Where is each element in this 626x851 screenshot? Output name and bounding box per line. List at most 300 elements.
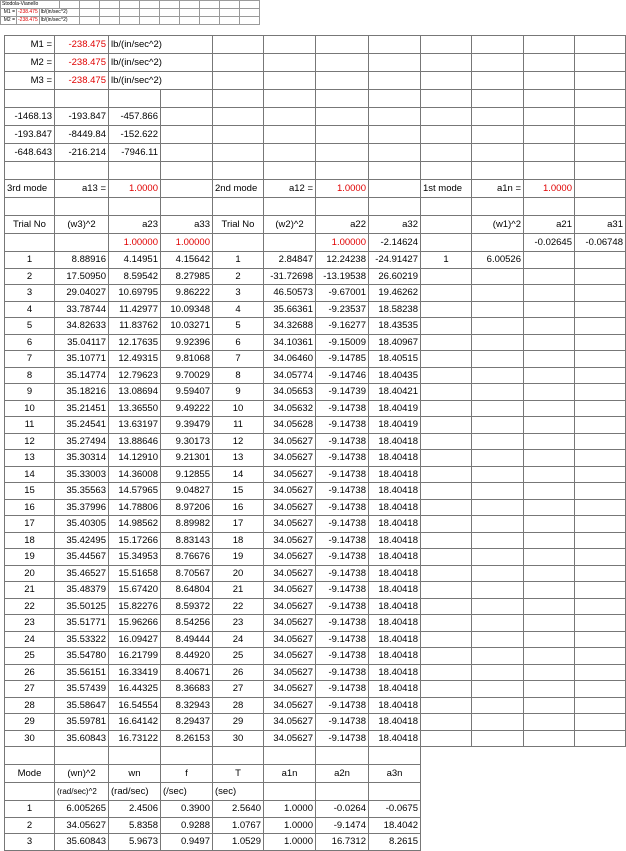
table-cell[interactable]: 9.49222 (161, 400, 213, 417)
table-cell[interactable]: 34.05627 (264, 483, 316, 500)
table-cell[interactable]: 34.82633 (55, 318, 109, 335)
table-cell[interactable]: 34.05627 (264, 631, 316, 648)
empty-cell[interactable] (524, 318, 575, 335)
table-cell[interactable]: 18.40421 (369, 384, 421, 401)
empty-cell[interactable] (421, 631, 472, 648)
table-cell[interactable]: 18.40418 (369, 565, 421, 582)
empty-cell[interactable] (472, 615, 524, 632)
table-cell[interactable]: 2.84847 (264, 252, 316, 269)
table-cell[interactable]: -9.14738 (316, 714, 369, 731)
table-cell[interactable]: 27 (213, 681, 264, 698)
col-header[interactable]: a22 (316, 216, 369, 234)
table-cell[interactable]: 14 (5, 466, 55, 483)
table-cell[interactable]: 30 (5, 730, 55, 747)
table-cell[interactable]: 12.79623 (109, 367, 161, 384)
table-cell[interactable]: 9 (213, 384, 264, 401)
table-cell[interactable]: 35.37996 (55, 499, 109, 516)
empty-cell[interactable] (421, 417, 472, 434)
matrix-cell[interactable]: -648.643 (5, 144, 55, 162)
table-cell[interactable]: -9.67001 (316, 285, 369, 302)
table-cell[interactable]: 8.83143 (161, 532, 213, 549)
summary-unit[interactable]: (rad/sec) (109, 783, 161, 801)
empty-cell[interactable] (575, 318, 626, 335)
summary-header[interactable]: wn (109, 765, 161, 783)
table-cell[interactable]: -9.14738 (316, 582, 369, 599)
table-cell[interactable]: 12 (213, 433, 264, 450)
empty-cell[interactable] (524, 631, 575, 648)
table-cell[interactable]: 26 (5, 664, 55, 681)
table-cell[interactable]: -9.14738 (316, 615, 369, 632)
col-header[interactable]: a21 (524, 216, 575, 234)
table-cell[interactable]: -9.14738 (316, 730, 369, 747)
table-cell[interactable]: 8.36683 (161, 681, 213, 698)
mode2-a-label[interactable]: a12 = (264, 180, 316, 198)
table-cell[interactable]: 15.67420 (109, 582, 161, 599)
table-cell[interactable]: -9.14739 (316, 384, 369, 401)
empty-cell[interactable] (472, 730, 524, 747)
table-cell[interactable]: 34.05774 (264, 367, 316, 384)
empty-cell[interactable] (472, 549, 524, 566)
table-cell[interactable]: 20 (5, 565, 55, 582)
table-cell[interactable]: 35.42495 (55, 532, 109, 549)
table-cell[interactable]: 2 (213, 268, 264, 285)
table-cell[interactable]: 35.54780 (55, 648, 109, 665)
table-cell[interactable]: 8.97206 (161, 499, 213, 516)
matrix-cell[interactable]: -193.847 (55, 108, 109, 126)
empty-cell[interactable] (524, 285, 575, 302)
col-header[interactable]: (w1)^2 (472, 216, 524, 234)
table-cell[interactable]: 9.81068 (161, 351, 213, 368)
table-cell[interactable]: 8.76676 (161, 549, 213, 566)
table-cell[interactable]: 11 (5, 417, 55, 434)
summary-cell[interactable]: 6.005265 (55, 801, 109, 818)
empty-cell[interactable] (524, 252, 575, 269)
empty-cell[interactable] (421, 648, 472, 665)
table-cell[interactable]: -9.14738 (316, 433, 369, 450)
table-cell[interactable]: 13 (5, 450, 55, 467)
table-cell[interactable]: 13.88646 (109, 433, 161, 450)
table-cell[interactable]: 33.78744 (55, 301, 109, 318)
table-cell[interactable]: 13 (213, 450, 264, 467)
table-cell[interactable]: 12.17635 (109, 334, 161, 351)
table-cell[interactable]: 8.54256 (161, 615, 213, 632)
table-cell[interactable]: 18.40418 (369, 582, 421, 599)
table-cell[interactable]: 18.40418 (369, 450, 421, 467)
table-cell[interactable]: 8.64804 (161, 582, 213, 599)
table-cell[interactable]: 7 (213, 351, 264, 368)
summary-header[interactable]: (wn)^2 (55, 765, 109, 783)
empty-cell[interactable] (421, 450, 472, 467)
table-cell[interactable]: 8.44920 (161, 648, 213, 665)
empty-cell[interactable] (524, 532, 575, 549)
matrix-cell[interactable]: -216.214 (55, 144, 109, 162)
table-cell[interactable]: 35.56151 (55, 664, 109, 681)
table-cell[interactable]: -31.72698 (264, 268, 316, 285)
empty-cell[interactable] (472, 301, 524, 318)
empty-cell[interactable] (575, 549, 626, 566)
empty-cell[interactable] (421, 301, 472, 318)
summary-cell[interactable]: 5.9673 (109, 834, 161, 851)
summary-cell[interactable]: 0.3900 (161, 801, 213, 818)
empty-cell[interactable] (575, 483, 626, 500)
summary-cell[interactable]: 1.0767 (213, 817, 264, 834)
empty-cell[interactable] (524, 301, 575, 318)
col-header[interactable]: a32 (369, 216, 421, 234)
empty-cell[interactable] (421, 516, 472, 533)
table-cell[interactable]: 15 (213, 483, 264, 500)
table-cell[interactable]: 34.05627 (264, 499, 316, 516)
empty-cell[interactable] (421, 499, 472, 516)
table-cell[interactable]: 11.83762 (109, 318, 161, 335)
table-cell[interactable]: -9.14738 (316, 631, 369, 648)
table-cell[interactable]: 26.60219 (369, 268, 421, 285)
table-cell[interactable]: -24.91427 (369, 252, 421, 269)
table-cell[interactable]: 11.42977 (109, 301, 161, 318)
table-cell[interactable]: 4.14951 (109, 252, 161, 269)
table-cell[interactable]: 18.40418 (369, 483, 421, 500)
summary-cell[interactable]: 35.60843 (55, 834, 109, 851)
table-cell[interactable]: 18 (213, 532, 264, 549)
table-cell[interactable]: 18.40418 (369, 466, 421, 483)
empty-cell[interactable] (421, 433, 472, 450)
table-cell[interactable]: 8.59542 (109, 268, 161, 285)
table-cell[interactable]: 34.05627 (264, 730, 316, 747)
table-cell[interactable]: 34.05627 (264, 714, 316, 731)
table-cell[interactable]: 18.40435 (369, 367, 421, 384)
table-cell[interactable]: -9.23537 (316, 301, 369, 318)
empty-cell[interactable] (472, 565, 524, 582)
summary-cell[interactable]: 1.0000 (264, 834, 316, 851)
empty-cell[interactable] (575, 301, 626, 318)
matrix-cell[interactable]: -457.866 (109, 108, 161, 126)
mass-unit[interactable]: lb/(in/sec^2) (109, 72, 213, 90)
table-cell[interactable]: -9.14738 (316, 417, 369, 434)
empty-cell[interactable] (524, 565, 575, 582)
summary-cell[interactable]: -0.0264 (316, 801, 369, 818)
summary-header[interactable]: a2n (316, 765, 369, 783)
summary-unit[interactable]: (rad/sec)^2 (55, 783, 109, 801)
table-cell[interactable]: -9.14785 (316, 351, 369, 368)
empty-cell[interactable] (472, 450, 524, 467)
empty-cell[interactable] (472, 483, 524, 500)
table-cell[interactable]: 18.40418 (369, 714, 421, 731)
table-cell[interactable]: 18.40418 (369, 499, 421, 516)
table-cell[interactable]: 11 (213, 417, 264, 434)
table-cell[interactable]: 34.05632 (264, 400, 316, 417)
summary-cell[interactable]: 1.0000 (264, 801, 316, 818)
summary-cell[interactable]: 8.2615 (369, 834, 421, 851)
table-cell[interactable]: 14 (213, 466, 264, 483)
table-cell[interactable]: 35.44567 (55, 549, 109, 566)
table-cell[interactable]: 10.03271 (161, 318, 213, 335)
table-cell[interactable]: -9.14738 (316, 648, 369, 665)
empty-cell[interactable] (575, 697, 626, 714)
empty-cell[interactable] (575, 334, 626, 351)
empty-cell[interactable] (524, 417, 575, 434)
summary-cell[interactable]: 2 (5, 817, 55, 834)
empty-cell[interactable] (421, 285, 472, 302)
empty-cell[interactable] (575, 730, 626, 747)
table-cell[interactable]: 13.36550 (109, 400, 161, 417)
empty-cell[interactable] (421, 351, 472, 368)
matrix-cell[interactable]: -1468.13 (5, 108, 55, 126)
empty-cell[interactable] (524, 384, 575, 401)
table-cell[interactable]: 4 (213, 301, 264, 318)
initial-cell[interactable]: -2.14624 (369, 234, 421, 252)
empty-cell[interactable] (472, 598, 524, 615)
table-cell[interactable]: 18.40418 (369, 532, 421, 549)
table-cell[interactable]: 35.50125 (55, 598, 109, 615)
summary-cell[interactable]: 5.8358 (109, 817, 161, 834)
empty-cell[interactable] (524, 598, 575, 615)
empty-cell[interactable] (575, 499, 626, 516)
table-cell[interactable]: 6 (5, 334, 55, 351)
mode3-a-label[interactable]: a13 = (55, 180, 109, 198)
empty-cell[interactable] (472, 384, 524, 401)
empty-cell[interactable] (421, 466, 472, 483)
table-cell[interactable]: -9.14746 (316, 367, 369, 384)
col-header[interactable]: (w3)^2 (55, 216, 109, 234)
table-cell[interactable]: 16.54554 (109, 697, 161, 714)
table-cell[interactable]: 29.04027 (55, 285, 109, 302)
empty-cell[interactable] (472, 285, 524, 302)
table-cell[interactable]: 6.00526 (472, 252, 524, 269)
empty-cell[interactable] (524, 334, 575, 351)
empty-cell[interactable] (421, 615, 472, 632)
table-cell[interactable]: 8 (5, 367, 55, 384)
table-cell[interactable]: 46.50573 (264, 285, 316, 302)
mode2-a-value[interactable]: 1.0000 (316, 180, 369, 198)
table-cell[interactable]: 35.24541 (55, 417, 109, 434)
summary-cell[interactable]: 18.4042 (369, 817, 421, 834)
table-cell[interactable]: 15.17266 (109, 532, 161, 549)
empty-cell[interactable] (524, 351, 575, 368)
col-header[interactable]: (w2)^2 (264, 216, 316, 234)
mode3-a-value[interactable]: 1.0000 (109, 180, 161, 198)
table-cell[interactable]: 18.40418 (369, 516, 421, 533)
empty-cell[interactable] (472, 433, 524, 450)
table-cell[interactable]: -9.14738 (316, 400, 369, 417)
table-cell[interactable]: 35.53322 (55, 631, 109, 648)
table-cell[interactable]: 14.57965 (109, 483, 161, 500)
empty-cell[interactable] (575, 516, 626, 533)
table-cell[interactable]: 17 (213, 516, 264, 533)
table-cell[interactable]: 5 (5, 318, 55, 335)
table-cell[interactable]: 18.43535 (369, 318, 421, 335)
table-cell[interactable]: 21 (5, 582, 55, 599)
table-cell[interactable]: 5 (213, 318, 264, 335)
summary-header[interactable]: T (213, 765, 264, 783)
initial-cell[interactable]: -0.02645 (524, 234, 575, 252)
empty-cell[interactable] (575, 598, 626, 615)
table-cell[interactable]: 8.26153 (161, 730, 213, 747)
empty-cell[interactable] (472, 466, 524, 483)
table-cell[interactable]: 15.34953 (109, 549, 161, 566)
table-cell[interactable]: 34.05627 (264, 582, 316, 599)
table-cell[interactable]: 34.05627 (264, 450, 316, 467)
mass-value[interactable]: -238.475 (55, 54, 109, 72)
table-cell[interactable]: 30 (213, 730, 264, 747)
summary-cell[interactable]: 3 (5, 834, 55, 851)
empty-cell[interactable] (575, 664, 626, 681)
empty-cell[interactable] (472, 351, 524, 368)
empty-cell[interactable] (524, 714, 575, 731)
initial-cell[interactable]: 1.00000 (109, 234, 161, 252)
table-cell[interactable]: 9.21301 (161, 450, 213, 467)
table-cell[interactable]: 18.58238 (369, 301, 421, 318)
table-cell[interactable]: -9.16277 (316, 318, 369, 335)
table-cell[interactable]: 34.05627 (264, 615, 316, 632)
summary-unit[interactable]: (sec) (213, 783, 264, 801)
table-cell[interactable]: 21 (213, 582, 264, 599)
table-cell[interactable]: 8 (213, 367, 264, 384)
table-cell[interactable]: 34.05627 (264, 598, 316, 615)
table-cell[interactable]: 34.32688 (264, 318, 316, 335)
table-cell[interactable]: 13.08694 (109, 384, 161, 401)
table-cell[interactable]: 3 (213, 285, 264, 302)
table-cell[interactable]: 18 (5, 532, 55, 549)
table-cell[interactable]: 18.40418 (369, 598, 421, 615)
table-cell[interactable]: 16.64142 (109, 714, 161, 731)
table-cell[interactable]: 9.12855 (161, 466, 213, 483)
col-header[interactable] (421, 216, 472, 234)
table-cell[interactable]: 12.49315 (109, 351, 161, 368)
empty-cell[interactable] (575, 417, 626, 434)
summary-cell[interactable]: 1.0000 (264, 817, 316, 834)
table-cell[interactable]: 7 (5, 351, 55, 368)
table-cell[interactable]: 34.05628 (264, 417, 316, 434)
table-cell[interactable]: 25 (213, 648, 264, 665)
table-cell[interactable]: 35.35563 (55, 483, 109, 500)
empty-cell[interactable] (524, 664, 575, 681)
mode1-a-value[interactable]: 1.0000 (524, 180, 575, 198)
table-cell[interactable]: 16.73122 (109, 730, 161, 747)
empty-cell[interactable] (421, 549, 472, 566)
matrix-cell[interactable]: -8449.84 (55, 126, 109, 144)
mass-unit[interactable]: lb/(in/sec^2) (109, 36, 213, 54)
empty-cell[interactable] (421, 334, 472, 351)
table-cell[interactable]: 14.12910 (109, 450, 161, 467)
table-cell[interactable]: 34.05627 (264, 697, 316, 714)
summary-cell[interactable]: 2.5640 (213, 801, 264, 818)
table-cell[interactable]: 25 (5, 648, 55, 665)
summary-cell[interactable]: -9.1474 (316, 817, 369, 834)
empty-cell[interactable] (524, 499, 575, 516)
table-cell[interactable]: 17 (5, 516, 55, 533)
empty-cell[interactable] (575, 285, 626, 302)
table-cell[interactable]: 9.04827 (161, 483, 213, 500)
table-cell[interactable]: 26 (213, 664, 264, 681)
table-cell[interactable]: 14.36008 (109, 466, 161, 483)
table-cell[interactable]: 22 (213, 598, 264, 615)
table-cell[interactable]: 13.63197 (109, 417, 161, 434)
empty-cell[interactable] (575, 615, 626, 632)
empty-cell[interactable] (575, 433, 626, 450)
table-cell[interactable]: 12 (5, 433, 55, 450)
empty-cell[interactable] (575, 450, 626, 467)
table-cell[interactable]: 35.33003 (55, 466, 109, 483)
table-cell[interactable]: 34.05627 (264, 433, 316, 450)
empty-cell[interactable] (421, 714, 472, 731)
empty-cell[interactable] (524, 466, 575, 483)
table-cell[interactable]: -9.14738 (316, 466, 369, 483)
table-cell[interactable]: 18.40515 (369, 351, 421, 368)
table-cell[interactable]: 8.40671 (161, 664, 213, 681)
summary-header[interactable]: a1n (264, 765, 316, 783)
table-cell[interactable]: 24 (5, 631, 55, 648)
matrix-cell[interactable]: -7946.11 (109, 144, 161, 162)
table-cell[interactable]: 8.32943 (161, 697, 213, 714)
table-cell[interactable]: 34.05627 (264, 681, 316, 698)
empty-cell[interactable] (524, 450, 575, 467)
table-cell[interactable]: 9.86222 (161, 285, 213, 302)
table-cell[interactable]: 35.10771 (55, 351, 109, 368)
initial-cell[interactable]: 1.00000 (316, 234, 369, 252)
table-cell[interactable]: 16.09427 (109, 631, 161, 648)
col-header[interactable]: a33 (161, 216, 213, 234)
table-cell[interactable]: 34.05627 (264, 516, 316, 533)
table-cell[interactable]: 34.05627 (264, 648, 316, 665)
empty-cell[interactable] (421, 400, 472, 417)
table-cell[interactable]: 19.46262 (369, 285, 421, 302)
table-cell[interactable]: 20 (213, 565, 264, 582)
empty-cell[interactable] (575, 367, 626, 384)
table-cell[interactable]: 35.59781 (55, 714, 109, 731)
empty-cell[interactable] (472, 714, 524, 731)
table-cell[interactable]: 27 (5, 681, 55, 698)
matrix-cell[interactable]: -152.622 (109, 126, 161, 144)
table-cell[interactable]: -9.14738 (316, 499, 369, 516)
initial-cell[interactable]: 1.00000 (161, 234, 213, 252)
table-cell[interactable]: 24 (213, 631, 264, 648)
mass-label[interactable]: M1 = (5, 36, 55, 54)
table-cell[interactable]: 4 (5, 301, 55, 318)
table-cell[interactable]: 18.40418 (369, 664, 421, 681)
matrix-cell[interactable]: -193.847 (5, 126, 55, 144)
empty-cell[interactable] (472, 631, 524, 648)
table-cell[interactable]: 35.60843 (55, 730, 109, 747)
table-cell[interactable]: 34.05627 (264, 466, 316, 483)
empty-cell[interactable] (524, 582, 575, 599)
empty-cell[interactable] (575, 714, 626, 731)
summary-cell[interactable]: -0.0675 (369, 801, 421, 818)
table-cell[interactable]: 16.44325 (109, 681, 161, 698)
empty-cell[interactable] (472, 499, 524, 516)
table-cell[interactable]: 16.33419 (109, 664, 161, 681)
empty-cell[interactable] (575, 351, 626, 368)
mode3-label[interactable]: 3rd mode (5, 180, 55, 198)
table-cell[interactable]: 34.06460 (264, 351, 316, 368)
table-cell[interactable]: 12.24238 (316, 252, 369, 269)
empty-cell[interactable] (472, 400, 524, 417)
table-cell[interactable]: 19 (213, 549, 264, 566)
empty-cell[interactable] (575, 466, 626, 483)
table-cell[interactable]: 15.82276 (109, 598, 161, 615)
empty-cell[interactable] (421, 532, 472, 549)
table-cell[interactable]: 34.05627 (264, 532, 316, 549)
table-cell[interactable]: 15 (5, 483, 55, 500)
table-cell[interactable]: 16 (213, 499, 264, 516)
table-cell[interactable]: 28 (213, 697, 264, 714)
empty-cell[interactable] (421, 598, 472, 615)
table-cell[interactable]: 1 (213, 252, 264, 269)
table-cell[interactable]: 18.40418 (369, 615, 421, 632)
empty-cell[interactable] (472, 532, 524, 549)
table-cell[interactable]: 35.14774 (55, 367, 109, 384)
mass-label[interactable]: M2 = (5, 54, 55, 72)
empty-cell[interactable] (421, 367, 472, 384)
empty-cell[interactable] (524, 730, 575, 747)
